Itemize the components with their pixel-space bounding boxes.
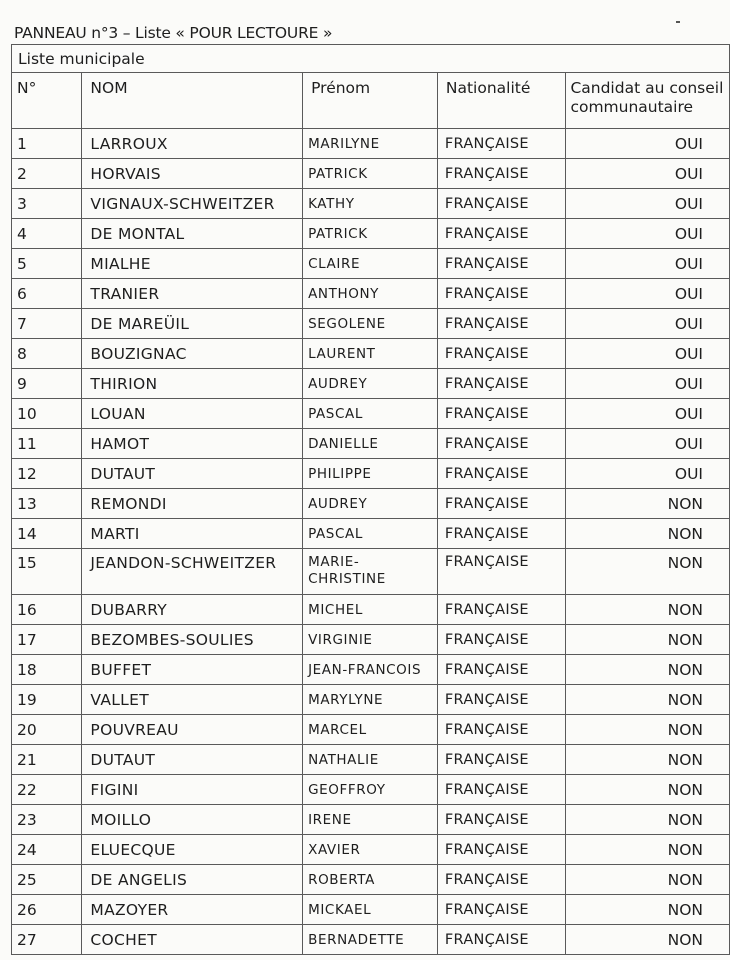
- table-row: [12, 625, 730, 655]
- table-row: [12, 159, 730, 189]
- row-prenom: AUDREY: [303, 369, 438, 399]
- row-prenom: JEAN-FRANCOIS: [303, 655, 438, 685]
- row-prenom: ANTHONY: [303, 279, 438, 309]
- table-row: [12, 429, 730, 459]
- row-nationalite: FRANÇAISE: [437, 249, 566, 279]
- row-nom: MAZOYER: [82, 895, 303, 925]
- row-nom: REMONDI: [82, 489, 303, 519]
- table-row: [12, 895, 730, 925]
- row-candidat: OUI: [566, 279, 730, 309]
- row-num: 2: [12, 159, 82, 189]
- row-num: 20: [12, 715, 82, 745]
- row-candidat: OUI: [566, 159, 730, 189]
- row-nom: FIGINI: [82, 775, 303, 805]
- row-nom: VALLET: [82, 685, 303, 715]
- row-nationalite: FRANÇAISE: [437, 129, 566, 159]
- table-row: [12, 715, 730, 745]
- row-nationalite: FRANÇAISE: [437, 745, 566, 775]
- row-nationalite: FRANÇAISE: [437, 219, 566, 249]
- row-nationalite: FRANÇAISE: [437, 459, 566, 489]
- row-num: 8: [12, 339, 82, 369]
- row-nationalite: FRANÇAISE: [437, 805, 566, 835]
- table-row: [12, 925, 730, 955]
- row-nationalite: FRANÇAISE: [437, 835, 566, 865]
- row-num: 18: [12, 655, 82, 685]
- row-nationalite: FRANÇAISE: [437, 519, 566, 549]
- row-nom: HAMOT: [82, 429, 303, 459]
- row-candidat: OUI: [566, 429, 730, 459]
- row-candidat: NON: [566, 895, 730, 925]
- row-nationalite: FRANÇAISE: [437, 715, 566, 745]
- table-row: [12, 775, 730, 805]
- row-candidat: OUI: [566, 399, 730, 429]
- row-num: 23: [12, 805, 82, 835]
- row-candidat: NON: [566, 625, 730, 655]
- row-prenom: MICHEL: [303, 595, 438, 625]
- row-prenom: LAURENT: [303, 339, 438, 369]
- row-nom: POUVREAU: [82, 715, 303, 745]
- row-num: 26: [12, 895, 82, 925]
- table-row: [12, 369, 730, 399]
- candidates-table: [11, 44, 730, 955]
- row-nationalite: FRANÇAISE: [437, 685, 566, 715]
- row-nom: COCHET: [82, 925, 303, 955]
- row-nom: DUBARRY: [82, 595, 303, 625]
- row-nom: DE ANGELIS: [82, 865, 303, 895]
- row-num: 4: [12, 219, 82, 249]
- table-row: [12, 805, 730, 835]
- row-nom: JEANDON-SCHWEITZER: [82, 549, 303, 595]
- row-candidat: OUI: [566, 189, 730, 219]
- table-row: [12, 865, 730, 895]
- row-nationalite: FRANÇAISE: [437, 339, 566, 369]
- row-nom: DE MAREÜIL: [82, 309, 303, 339]
- row-candidat: OUI: [566, 339, 730, 369]
- row-nom: BOUZIGNAC: [82, 339, 303, 369]
- row-nom: DE MONTAL: [82, 219, 303, 249]
- header-row: [12, 73, 730, 129]
- row-candidat: OUI: [566, 309, 730, 339]
- row-candidat: OUI: [566, 219, 730, 249]
- row-prenom: MARCEL: [303, 715, 438, 745]
- row-candidat: NON: [566, 835, 730, 865]
- row-num: 15: [12, 549, 82, 595]
- row-candidat: NON: [566, 865, 730, 895]
- row-nationalite: FRANÇAISE: [437, 895, 566, 925]
- table-row: [12, 309, 730, 339]
- scan-speck: [676, 21, 680, 23]
- table-row: [12, 685, 730, 715]
- row-candidat: NON: [566, 925, 730, 955]
- row-nom: DUTAUT: [82, 745, 303, 775]
- table-row: [12, 189, 730, 219]
- row-num: 19: [12, 685, 82, 715]
- row-num: 12: [12, 459, 82, 489]
- row-candidat: NON: [566, 655, 730, 685]
- row-prenom: XAVIER: [303, 835, 438, 865]
- row-num: 25: [12, 865, 82, 895]
- header-candidat: Candidat au conseil communautaire: [566, 73, 730, 129]
- row-candidat: NON: [566, 745, 730, 775]
- row-nationalite: FRANÇAISE: [437, 549, 566, 595]
- header-prenom: Prénom: [303, 73, 438, 129]
- row-nom: LARROUX: [82, 129, 303, 159]
- row-candidat: NON: [566, 489, 730, 519]
- row-prenom: VIRGINIE: [303, 625, 438, 655]
- row-nationalite: FRANÇAISE: [437, 655, 566, 685]
- row-nom: ELUECQUE: [82, 835, 303, 865]
- row-nom: HORVAIS: [82, 159, 303, 189]
- row-num: 24: [12, 835, 82, 865]
- list-label-row: [12, 45, 730, 73]
- row-prenom: MICKAEL: [303, 895, 438, 925]
- table-row: [12, 519, 730, 549]
- row-num: 27: [12, 925, 82, 955]
- page-title: PANNEAU n°3 – Liste « POUR LECTOURE »: [14, 24, 333, 42]
- row-num: 3: [12, 189, 82, 219]
- row-candidat: NON: [566, 549, 730, 595]
- row-num: 6: [12, 279, 82, 309]
- header-num: N°: [12, 73, 82, 129]
- row-candidat: NON: [566, 805, 730, 835]
- row-prenom: GEOFFROY: [303, 775, 438, 805]
- row-nom: BUFFET: [82, 655, 303, 685]
- table-row: [12, 835, 730, 865]
- table-row: [12, 339, 730, 369]
- row-prenom: SEGOLENE: [303, 309, 438, 339]
- row-nom: MOILLO: [82, 805, 303, 835]
- row-nationalite: FRANÇAISE: [437, 429, 566, 459]
- table-row: [12, 399, 730, 429]
- row-nationalite: FRANÇAISE: [437, 595, 566, 625]
- row-nationalite: FRANÇAISE: [437, 489, 566, 519]
- header-nom: NOM: [82, 73, 303, 129]
- row-prenom: NATHALIE: [303, 745, 438, 775]
- row-prenom: PATRICK: [303, 219, 438, 249]
- row-num: 21: [12, 745, 82, 775]
- row-prenom: AUDREY: [303, 489, 438, 519]
- row-candidat: NON: [566, 519, 730, 549]
- row-num: 14: [12, 519, 82, 549]
- row-nom: THIRION: [82, 369, 303, 399]
- row-prenom: BERNADETTE: [303, 925, 438, 955]
- row-candidat: OUI: [566, 129, 730, 159]
- row-nationalite: FRANÇAISE: [437, 625, 566, 655]
- row-prenom: [303, 549, 438, 595]
- table-row: [12, 549, 730, 595]
- row-nationalite: FRANÇAISE: [437, 399, 566, 429]
- row-candidat: OUI: [566, 369, 730, 399]
- row-nationalite: FRANÇAISE: [437, 309, 566, 339]
- row-num: 16: [12, 595, 82, 625]
- row-num: 1: [12, 129, 82, 159]
- row-prenom: DANIELLE: [303, 429, 438, 459]
- row-prenom: KATHY: [303, 189, 438, 219]
- row-candidat: NON: [566, 595, 730, 625]
- row-num: 7: [12, 309, 82, 339]
- row-candidat: NON: [566, 685, 730, 715]
- row-nationalite: FRANÇAISE: [437, 159, 566, 189]
- row-nationalite: FRANÇAISE: [437, 279, 566, 309]
- row-nom: MARTI: [82, 519, 303, 549]
- row-candidat: NON: [566, 775, 730, 805]
- row-candidat: OUI: [566, 459, 730, 489]
- row-num: 13: [12, 489, 82, 519]
- row-candidat: NON: [566, 715, 730, 745]
- row-nom: TRANIER: [82, 279, 303, 309]
- row-num: 11: [12, 429, 82, 459]
- table-row: [12, 655, 730, 685]
- row-nationalite: FRANÇAISE: [437, 925, 566, 955]
- table-row: [12, 279, 730, 309]
- row-nationalite: FRANÇAISE: [437, 189, 566, 219]
- table-row: [12, 459, 730, 489]
- row-nom: DUTAUT: [82, 459, 303, 489]
- table-row: [12, 745, 730, 775]
- row-num: 9: [12, 369, 82, 399]
- row-num: 10: [12, 399, 82, 429]
- row-nom: LOUAN: [82, 399, 303, 429]
- header-nationalite: Nationalité: [437, 73, 566, 129]
- row-prenom-text: MARIE-​CHRISTINE: [308, 554, 386, 587]
- row-num: 22: [12, 775, 82, 805]
- row-nom: MIALHE: [82, 249, 303, 279]
- list-label: Liste municipale: [12, 45, 730, 73]
- table-row: [12, 595, 730, 625]
- row-nationalite: FRANÇAISE: [437, 775, 566, 805]
- table-row: [12, 489, 730, 519]
- row-candidat: OUI: [566, 249, 730, 279]
- row-prenom: PHILIPPE: [303, 459, 438, 489]
- row-nationalite: FRANÇAISE: [437, 865, 566, 895]
- row-prenom: PASCAL: [303, 519, 438, 549]
- table-row: [12, 249, 730, 279]
- row-prenom: ROBERTA: [303, 865, 438, 895]
- row-prenom: PATRICK: [303, 159, 438, 189]
- table-row: [12, 219, 730, 249]
- table-row: [12, 129, 730, 159]
- row-nationalite: FRANÇAISE: [437, 369, 566, 399]
- row-nom: VIGNAUX-SCHWEITZER: [82, 189, 303, 219]
- row-num: 5: [12, 249, 82, 279]
- row-prenom: MARYLYNE: [303, 685, 438, 715]
- row-prenom: CLAIRE: [303, 249, 438, 279]
- row-num: 17: [12, 625, 82, 655]
- row-prenom: IRENE: [303, 805, 438, 835]
- row-prenom: MARILYNE: [303, 129, 438, 159]
- row-nom: BEZOMBES-SOULIES: [82, 625, 303, 655]
- row-prenom: PASCAL: [303, 399, 438, 429]
